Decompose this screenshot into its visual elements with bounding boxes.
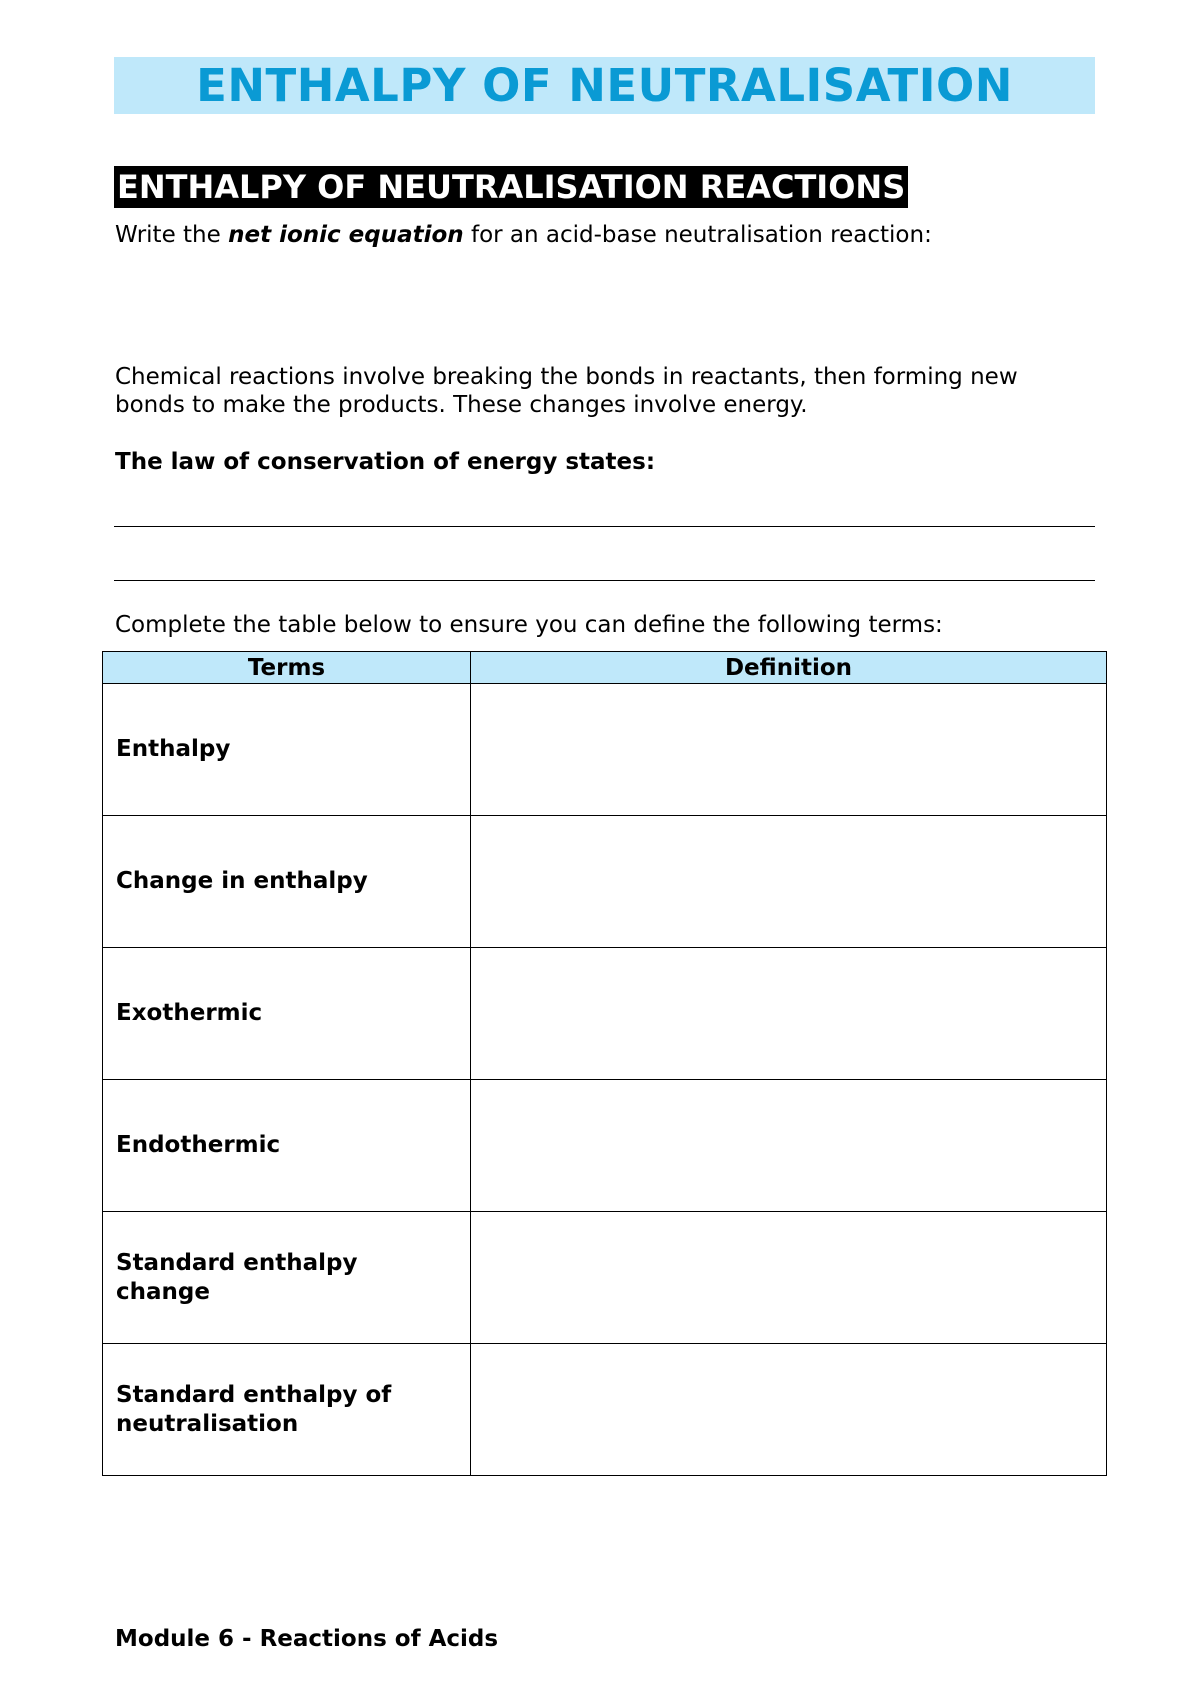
table-row bbox=[103, 1212, 1107, 1344]
terms-table bbox=[102, 651, 1107, 1476]
table-row bbox=[103, 1080, 1107, 1212]
header-definition: Definition bbox=[471, 652, 1107, 684]
footer-module-label: Module 6 - Reactions of Acids bbox=[115, 1626, 499, 1652]
term-cell bbox=[103, 1344, 471, 1476]
section-heading: ENTHALPY OF NEUTRALISATION REACTIONS bbox=[114, 166, 908, 208]
term-cell bbox=[103, 1080, 471, 1212]
term-cell bbox=[103, 816, 471, 948]
table-row bbox=[103, 1344, 1107, 1476]
energy-paragraph-line-1: Chemical reactions involve breaking the bonds in reactants, then forming new bbox=[115, 364, 1018, 390]
table-intro: Complete the table below to ensure you can define the following terms: bbox=[115, 612, 943, 638]
term-label-line-2: change bbox=[116, 1278, 210, 1305]
term-cell bbox=[103, 948, 471, 1080]
header-terms: Terms bbox=[103, 652, 471, 684]
page-title: ENTHALPY OF NEUTRALISATION bbox=[196, 59, 1013, 112]
net-ionic-instruction bbox=[115, 221, 932, 249]
term-cell bbox=[103, 684, 471, 816]
table-row bbox=[103, 816, 1107, 948]
definition-cell[interactable] bbox=[471, 816, 1107, 948]
definition-cell[interactable] bbox=[471, 1212, 1107, 1344]
answer-line[interactable] bbox=[114, 580, 1095, 581]
definition-cell[interactable] bbox=[471, 684, 1107, 816]
term-label: Endothermic bbox=[116, 1132, 281, 1158]
table-header-row bbox=[103, 652, 1107, 684]
term-label: Enthalpy bbox=[116, 736, 231, 762]
instruction-emphasis: net ionic equation bbox=[228, 222, 464, 248]
title-banner bbox=[114, 57, 1095, 114]
energy-paragraph-line-2: bonds to make the products. These changes involve energy. bbox=[115, 392, 808, 418]
definition-cell[interactable] bbox=[471, 948, 1107, 1080]
term-cell bbox=[103, 1212, 471, 1344]
answer-line[interactable] bbox=[114, 526, 1095, 527]
term-label-line-2: neutralisation bbox=[116, 1410, 299, 1437]
instruction-prefix: Write the bbox=[115, 222, 229, 248]
definition-cell[interactable] bbox=[471, 1080, 1107, 1212]
definition-cell[interactable] bbox=[471, 1344, 1107, 1476]
term-label: Exothermic bbox=[116, 1000, 263, 1026]
term-label: Change in enthalpy bbox=[116, 868, 368, 894]
term-label-line-1: Standard enthalpy bbox=[116, 1249, 358, 1276]
table-row bbox=[103, 684, 1107, 816]
table-row bbox=[103, 948, 1107, 1080]
instruction-suffix: for an acid-base neutralisation reaction: bbox=[463, 222, 932, 248]
term-label-line-1: Standard enthalpy of bbox=[116, 1381, 392, 1408]
law-label: The law of conservation of energy states: bbox=[115, 449, 656, 475]
